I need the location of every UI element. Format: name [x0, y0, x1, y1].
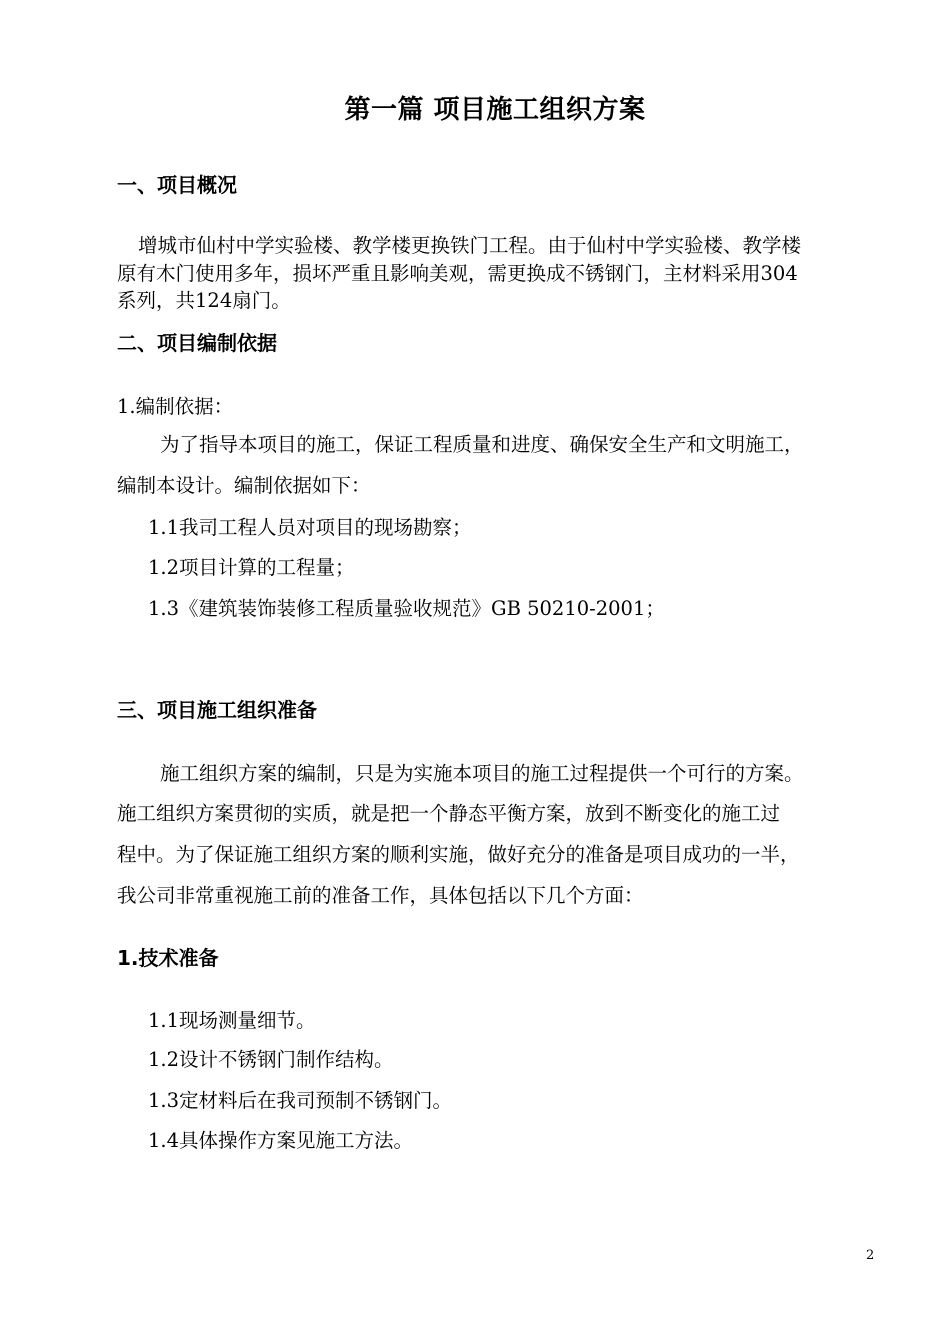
- section-heading-overview: 一、项目概况: [117, 173, 237, 197]
- section-heading-preparation: 三、项目施工组织准备: [117, 698, 317, 722]
- document-title: 第一篇 项目施工组织方案: [344, 95, 646, 125]
- list-item: 1.2设计不锈钢门制作结构。: [148, 1048, 394, 1071]
- paragraph-line: 我公司非常重视施工前的准备工作，具体包括以下几个方面：: [117, 884, 644, 907]
- paragraph-line: 增城市仙村中学实验楼、教学楼更换铁门工程。由于仙村中学实验楼、教学楼: [138, 234, 802, 257]
- list-item: 1.1我司工程人员对项目的现场勘察；: [148, 516, 472, 539]
- list-item: 1.3《建筑装饰装修工程质量验收规范》GB 50210-2001；: [148, 597, 665, 620]
- paragraph-line: 施工组织方案贯彻的实质，就是把一个静态平衡方案，放到不断变化的施工过: [117, 802, 781, 825]
- paragraph-line: 程中。为了保证施工组织方案的顺利实施，做好充分的准备是项目成功的一半，: [117, 843, 800, 866]
- paragraph-line: 系列，共124扇门。: [117, 289, 291, 312]
- page-number: 2: [866, 1248, 875, 1263]
- section-heading-basis: 二、项目编制依据: [117, 331, 277, 355]
- sub-heading: 1.编制依据：: [117, 395, 234, 418]
- list-item: 1.4具体操作方案见施工方法。: [148, 1129, 414, 1152]
- paragraph-line: 施工组织方案的编制，只是为实施本项目的施工过程提供一个可行的方案。: [160, 762, 804, 785]
- list-item: 1.2项目计算的工程量；: [148, 556, 355, 579]
- list-item: 1.1现场测量细节。: [148, 1009, 316, 1032]
- paragraph-line: 为了指导本项目的施工，保证工程质量和进度、确保安全生产和文明施工，: [160, 433, 804, 456]
- list-item: 1.3定材料后在我司预制不锈钢门。: [148, 1089, 453, 1112]
- paragraph-line: 原有木门使用多年，损坏严重且影响美观，需更换成不锈钢门，主材料采用304: [117, 262, 798, 285]
- sub-heading-technical: 1.技术准备: [117, 946, 219, 970]
- paragraph-line: 编制本设计。编制依据如下：: [117, 474, 371, 497]
